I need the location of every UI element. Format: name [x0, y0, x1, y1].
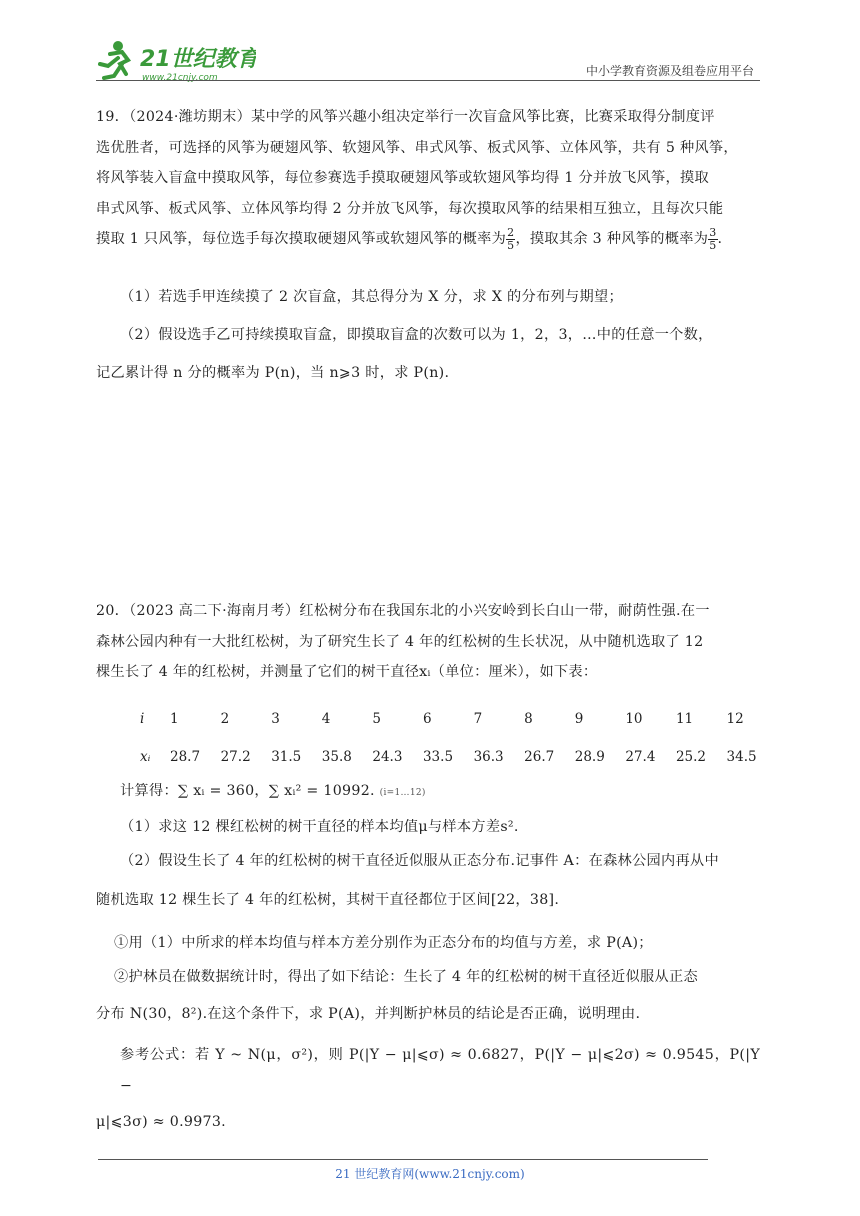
q19-part-2: （2）假设选手乙可持续摸取盲盒，即摸取盲盒的次数可以为 1，2，3，…中的任意一个数， 记乙累计得 n 分的概率为 P(n)，当 n⩾3 时，求 P(n).: [96, 327, 713, 381]
table-cell: 9: [574, 711, 584, 727]
q19-line: 摸取 1 只风筝，每位选手每次摸取硬翅风筝或软翅风筝的概率为 $\frac{2}{5}$ ，摸取其余 3 种风筝的概率为 $\frac{3}{5}$ .: [96, 225, 723, 252]
q20-sub-1: ①用（1）中所求的样本均值与样本方差分别作为正态分布的均值与方差，求 P(A)；: [114, 935, 653, 951]
table-cell: 27.4: [625, 749, 656, 765]
table-cell: 1: [170, 711, 179, 727]
table-cell: 10: [625, 711, 643, 727]
table-cell: 2: [220, 711, 230, 727]
fraction-2-5: $\frac{2}{5}$: [507, 225, 515, 252]
svg-text:www.21cnjy.com: www.21cnjy.com: [142, 73, 218, 83]
q19-line: 19．（2024·潍坊期末）某中学的风筝兴趣小组决定举行一次盲盒风筝比赛，比赛采取得分制度评: [96, 109, 715, 125]
table-cell: 4: [321, 711, 331, 727]
q19-line: 选优胜者，可选择的风筝为硬翅风筝、软翅风筝、串式风筝、板式风筝、立体风筝，共有 5 种风筝，: [96, 139, 738, 156]
table-cell: 8: [524, 711, 533, 727]
table-cell: 6: [422, 711, 432, 727]
q20-part-1: （1）求这 12 棵红松树的树干直径的样本均值μ与样本方差s².: [120, 819, 519, 835]
table-cell: 26.7: [524, 749, 555, 765]
q20-line: 棵生长了 4 年的红松树，并测量了它们的树干直径xᵢ（单位：厘米），如下表：: [96, 664, 598, 680]
q20-sub-2: ②护林员在做数据统计时，得出了如下结论：生长了 4 年的红松树的树干直径近似服从正态 分布 N(30，8²).在这个条件下，求 P(A)，并判断护林员的结论是否正确，说明理由.: [96, 969, 698, 1022]
table-cell: 31.5: [271, 749, 302, 765]
site-logo[interactable]: [96, 36, 256, 84]
footer-link[interactable]: 21 世纪教育网(www.21cnjy.com): [335, 1167, 525, 1181]
q20-part-2: （2）假设生长了 4 年的红松树的树干直径近似服从正态分布.记事件 A：在森林公园内再从中 随机选取 12 棵生长了 4 年的红松树，其树干直径都位于区间[22，38].: [96, 853, 719, 908]
header-platform-text: 中小学教育资源及组卷应用平台: [585, 64, 754, 78]
table-cell: 24.3: [372, 749, 403, 765]
svg-text:21世纪教育: 21世纪教育: [140, 47, 256, 72]
q20-line: 森林公园内种有一大批红松树，为了研究生长了 4 年的红松树的生长状况，从中随机选取了 12: [96, 633, 704, 650]
table-cell: 25.2: [675, 749, 706, 765]
sum-limits: (i=1…12): [379, 788, 426, 798]
q19-line: 将风筝装入盲盒中摸取风筝，每位参赛选手摸取硬翅风筝或软翅风筝均得 1 分并放飞风筝，摸取: [96, 170, 709, 186]
table-cell: 7: [473, 711, 483, 727]
fraction-3-5: $\frac{3}{5}$: [709, 225, 717, 252]
q19-line: 串式风筝、板式风筝、立体风筝均得 2 分并放飞风筝，每次摸取风筝的结果相互独立，且每次只能: [96, 200, 724, 217]
table-header-xi: xᵢ: [140, 749, 151, 765]
table-cell: 35.8: [321, 749, 352, 765]
table-cell: 3: [271, 711, 280, 727]
q19-part-1: （1）若选手甲连续摸了 2 次盲盒，其总得分为 X 分，求 X 的分布列与期望；: [120, 289, 623, 305]
header-divider: [96, 80, 760, 81]
table-cell: 5: [372, 711, 381, 727]
q20-calc: 计算得：∑ xᵢ = 360，∑ xᵢ² = 10992. (i=1…12): [120, 783, 426, 799]
q20-reference-formula: 参考公式：若 Y ~ N(μ，σ²)，则 P(|Y − μ|⩽σ) ≈ 0.6827，P(|Y − μ|⩽2σ) ≈ 0.9545，P(|Y − μ|⩽3σ) ≈ 0.9973.: [96, 1047, 760, 1130]
table-cell: 28.7: [170, 749, 201, 765]
page-header: [96, 28, 760, 84]
table-row: [120, 738, 777, 776]
runner-logo-icon: [96, 36, 256, 84]
footer-divider: [98, 1159, 708, 1160]
question-19: [96, 102, 760, 255]
table-cell: 12: [726, 711, 744, 727]
question-20: [96, 596, 760, 688]
q20-line: 20．（2023 高二下·海南月考）红松树分布在我国东北的小兴安岭到长白山一带，耐荫性强.在一: [96, 603, 710, 619]
table-cell: 28.9: [574, 749, 605, 765]
table-header-i: i: [140, 711, 145, 727]
table-row: [120, 700, 777, 738]
table-cell: 27.2: [220, 749, 251, 765]
diameter-table: [120, 700, 777, 776]
table-cell: 11: [675, 711, 694, 727]
table-cell: 33.5: [422, 749, 454, 765]
table-cell: 34.5: [726, 749, 757, 765]
table-cell: 36.3: [473, 749, 504, 765]
